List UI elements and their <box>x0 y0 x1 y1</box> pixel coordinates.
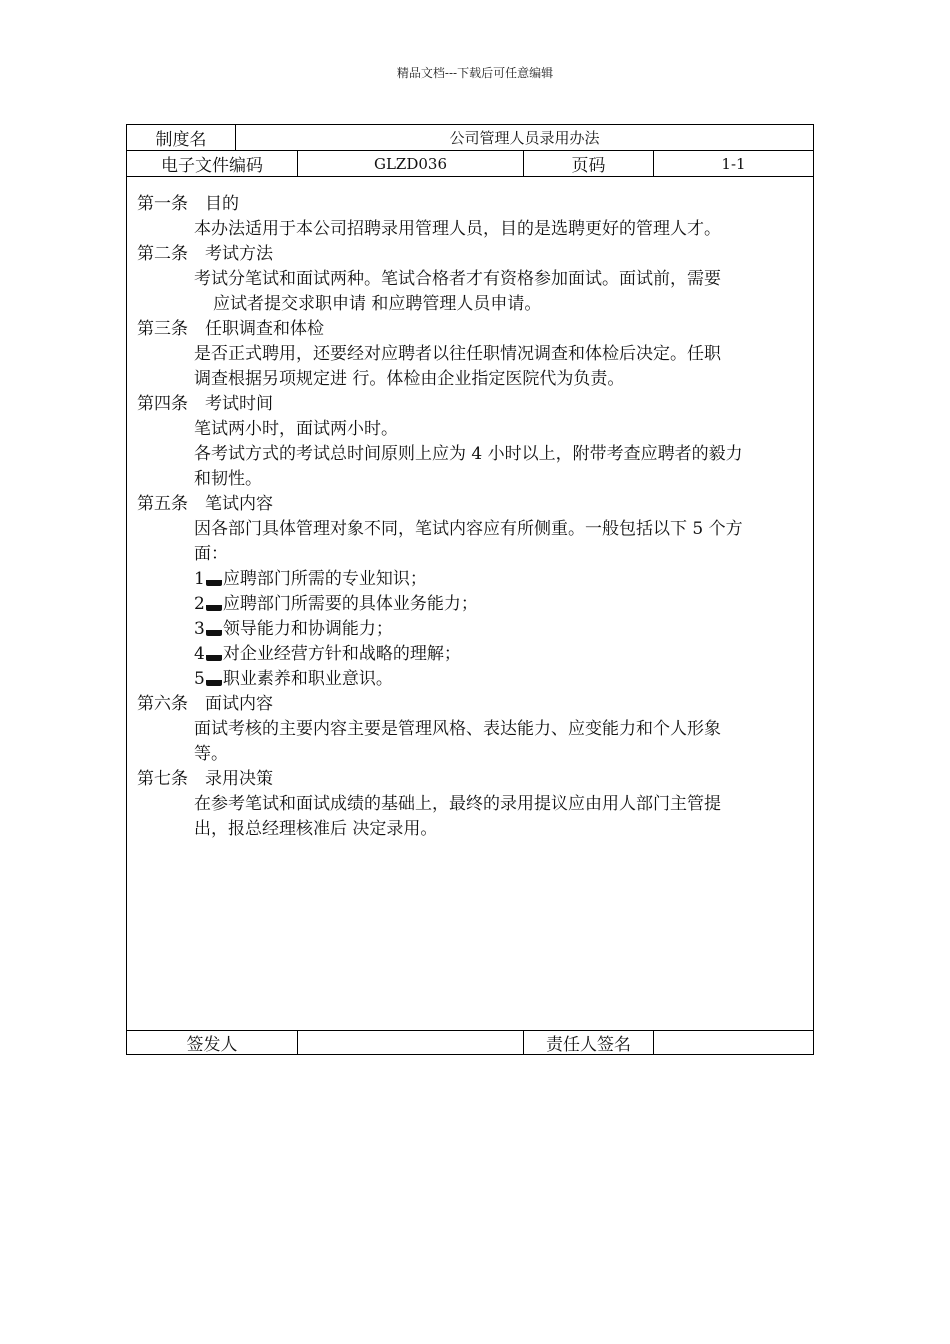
article-title: 第五条 笔试内容 <box>137 494 273 514</box>
title-row <box>127 125 813 151</box>
bullet-mark-icon <box>206 655 222 661</box>
list-number: 2 <box>194 594 205 614</box>
article-title: 第七条 录用决策 <box>137 769 273 789</box>
bullet-mark-icon <box>206 605 222 611</box>
article-text: 各考试方式的考试总时间原则上应为 4 小时以上，附带考查应聘者的毅力 <box>194 444 743 464</box>
article-text: 是否正式聘用，还要经对应聘者以往任职情况调查和体检后决定。任职 <box>194 344 721 364</box>
article-title: 第三条 任职调查和体检 <box>137 319 324 339</box>
list-text: 对企业经营方针和战略的理解； <box>222 644 461 664</box>
list-text: 职业素养和职业意识。 <box>222 669 393 689</box>
list-text: 应聘部门所需的专业知识； <box>222 569 427 589</box>
article-text: 本办法适用于本公司招聘录用管理人员，目的是选聘更好的管理人才。 <box>194 219 721 239</box>
list-item <box>194 643 461 665</box>
code-row <box>127 151 813 177</box>
file-code-label: 电子文件编码 <box>161 156 263 176</box>
policy-name-value: 公司管理人员录用办法 <box>235 125 813 150</box>
page-label: 页码 <box>523 151 653 176</box>
signature-row <box>127 1030 813 1054</box>
list-item <box>194 568 427 590</box>
list-item <box>194 668 393 690</box>
responsible-label: 责任人签名 <box>523 1031 653 1054</box>
list-number: 4 <box>194 644 205 664</box>
list-text: 应聘部门所需要的具体业务能力； <box>222 594 478 614</box>
article-text: 应试者提交求职申请 和应聘管理人员申请。 <box>213 294 542 314</box>
article-title: 第四条 考试时间 <box>137 394 273 414</box>
policy-body <box>127 177 813 1030</box>
article-text: 因各部门具体管理对象不同，笔试内容应有所侧重。一般包括以下 5 个方 <box>194 519 743 539</box>
list-item <box>194 618 393 640</box>
article-text: 考试分笔试和面试两种。笔试合格者才有资格参加面试。面试前，需要 <box>194 269 721 289</box>
responsible-signature-field[interactable] <box>653 1031 813 1054</box>
article-text: 面试考核的主要内容主要是管理风格、表达能力、应变能力和个人形象 <box>194 719 721 739</box>
list-text: 领导能力和协调能力； <box>222 619 393 639</box>
list-number: 1 <box>194 569 205 589</box>
article-text: 出，报总经理核准后 决定录用。 <box>194 819 438 839</box>
policy-name-label: 制度名 <box>155 130 207 150</box>
article-text: 等。 <box>194 744 228 764</box>
page-value: 1-1 <box>653 151 813 176</box>
article-text: 在参考笔试和面试成绩的基础上，最终的录用提议应由用人部门主管提 <box>194 794 721 814</box>
article-title: 第一条 目的 <box>137 194 239 214</box>
article-title: 第二条 考试方法 <box>137 244 273 264</box>
file-code-value: GLZD036 <box>297 151 523 176</box>
list-item <box>194 593 478 615</box>
bullet-mark-icon <box>206 580 222 586</box>
list-number: 5 <box>194 669 205 689</box>
article-text: 调查根据另项规定进 行。体检由企业指定医院代为负责。 <box>194 369 625 389</box>
policy-form <box>126 124 814 1055</box>
article-text: 笔试两小时，面试两小时。 <box>194 419 398 439</box>
header-note: 精品文档---下载后可任意编辑 <box>396 66 554 80</box>
article-text: 和韧性。 <box>194 469 262 489</box>
list-number: 3 <box>194 619 205 639</box>
issuer-label: 签发人 <box>186 1035 238 1055</box>
bullet-mark-icon <box>206 680 222 686</box>
article-title: 第六条 面试内容 <box>137 694 273 714</box>
bullet-mark-icon <box>206 630 222 636</box>
article-text: 面： <box>194 544 228 564</box>
issuer-field[interactable] <box>297 1031 523 1054</box>
